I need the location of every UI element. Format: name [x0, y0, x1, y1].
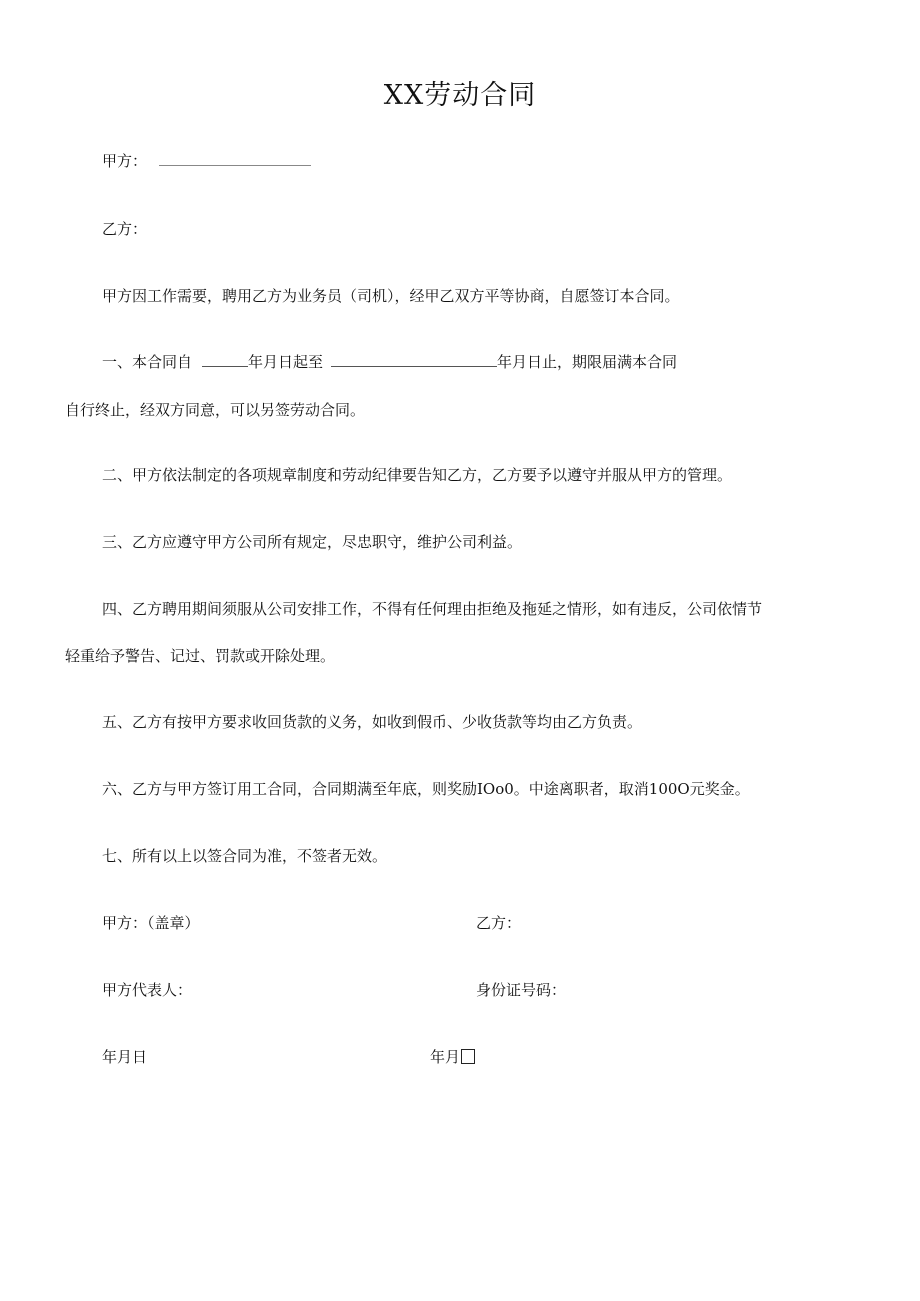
clause-1-line-2: 自行终止，经双方同意，可以另签劳动合同。 — [65, 401, 366, 419]
clause-1-part-1: 一、本合同自 — [102, 353, 193, 371]
party-a-date: 年月日 — [102, 1048, 148, 1066]
party-a-blank — [159, 153, 311, 166]
intro-paragraph: 甲方因工作需要，聘用乙方为业务员（司机），经甲乙双方平等协商，自愿签订本合同。 — [102, 287, 680, 305]
document-title: XX劳动合同 — [383, 80, 537, 111]
party-a-label: 甲方： — [102, 152, 148, 170]
missing-glyph-box-icon — [461, 1049, 475, 1064]
end-date-blank — [331, 352, 497, 367]
clause-7: 七、所有以上以签合同为准，不签者无效。 — [102, 847, 388, 865]
clause-2: 二、甲方依法制定的各项规章制度和劳动纪律要告知乙方，乙方要予以遵守并服从甲方的管理。 — [102, 466, 733, 484]
clause-4-line-2: 轻重给予警告、记过、罚款或开除处理。 — [65, 647, 336, 665]
party-b-date-line — [430, 1046, 475, 1068]
clause-6: 六、乙方与甲方签订用工合同，合同期满至年底，则奖励IOo0。中途离职者，取消100O元奖金。 — [102, 780, 750, 798]
id-number-label: 身份证号码： — [476, 981, 567, 999]
party-a-line — [102, 150, 311, 172]
clause-4-line-1: 四、乙方聘用期间须服从公司安排工作，不得有任何理由拒绝及拖延之情形，如有违反，公司依情节 — [102, 600, 763, 618]
clause-1-part-2: 年月日起至 — [248, 353, 324, 371]
party-b-signature: 乙方： — [476, 914, 522, 932]
party-a-seal: 甲方：（盖章） — [102, 914, 200, 932]
party-b-date: 年月 — [430, 1048, 461, 1066]
start-date-blank — [202, 352, 248, 367]
clause-1-line-1 — [102, 351, 677, 373]
party-a-representative: 甲方代表人： — [102, 981, 193, 999]
party-b-line: 乙方： — [102, 220, 148, 238]
clause-5: 五、乙方有按甲方要求收回货款的义务，如收到假币、少收货款等均由乙方负责。 — [102, 713, 643, 731]
clause-3: 三、乙方应遵守甲方公司所有规定，尽忠职守，维护公司利益。 — [102, 533, 523, 551]
clause-1-part-3: 年月日止，期限届满本合同 — [497, 353, 678, 371]
